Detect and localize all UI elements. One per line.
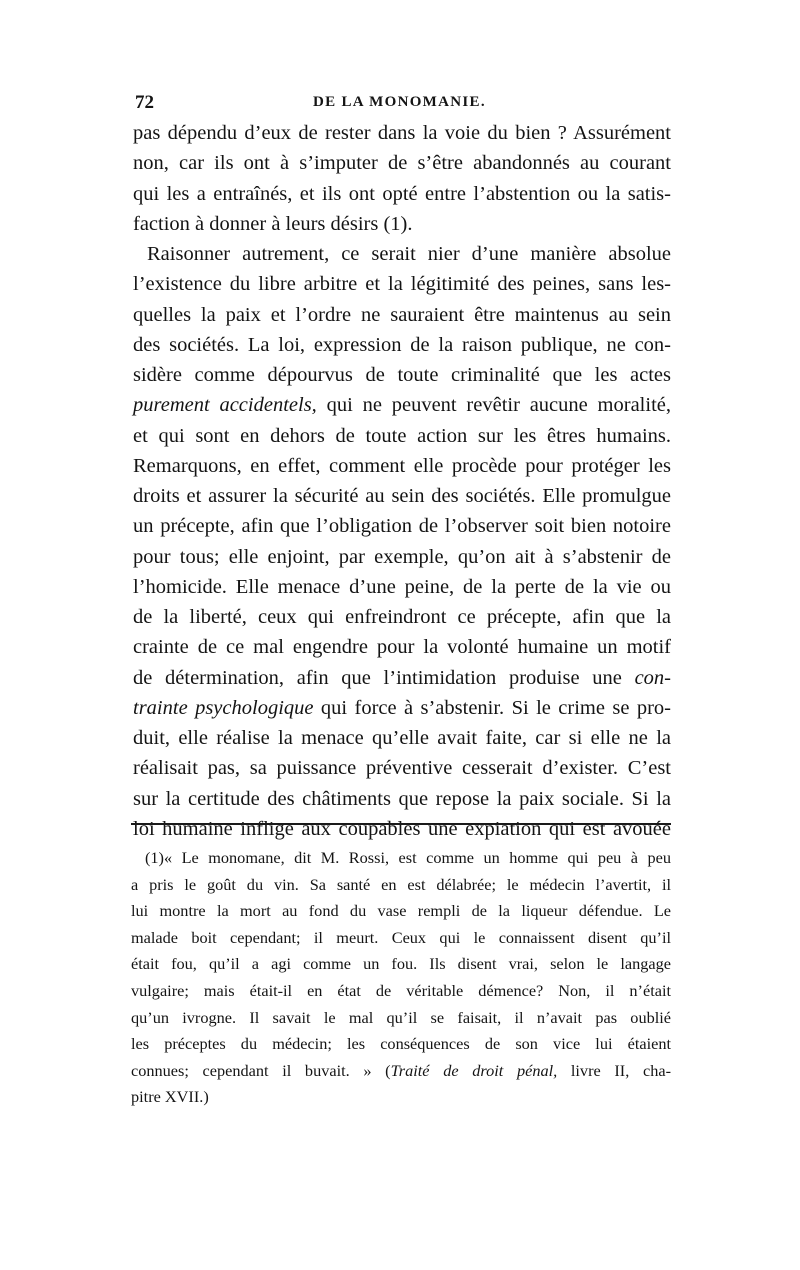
body-text: quelles la paix et l’ordre ne sauraient être maintenus au sein xyxy=(133,303,671,326)
body-text: duit, elle réalise la menace qu’elle avait faite, car si elle ne la xyxy=(133,727,671,749)
body-text: qui les a entraînés, et ils ont opté entre l’abstention ou la satis- xyxy=(133,182,671,205)
body-text: l’existence du libre arbitre et la légitimité des peines, sans les- xyxy=(133,273,671,296)
footnote-italic-text: Traité de droit pénal, xyxy=(390,1060,558,1080)
body-line xyxy=(133,693,671,723)
footnote-line xyxy=(131,925,671,952)
body-text: qui force à s’abstenir. Si le crime se pro- xyxy=(313,696,671,719)
footnote-line xyxy=(131,951,671,978)
body-line xyxy=(133,390,671,420)
body-line xyxy=(133,663,671,693)
footnote-text: qu’un ivrogne. Il savait le mal qu’il se faisait, il n’avait pas oublié xyxy=(131,1007,671,1027)
footnote-text: connues; cependant il buvait. » ( xyxy=(131,1060,391,1080)
body-italic-text: purement accidentels, xyxy=(133,394,317,417)
footnote-separator-rule xyxy=(131,823,671,825)
body-line xyxy=(133,572,671,602)
body-line xyxy=(133,269,671,299)
body-line xyxy=(133,148,671,178)
footnote-text: vulgaire; mais était-il en état de véritable démence? Non, il n’était xyxy=(131,980,671,1000)
body-line xyxy=(133,481,671,511)
footnote-text: livre II, cha- xyxy=(557,1060,671,1080)
body-text: sidère comme dépourvus de toute criminalité que les actes xyxy=(133,364,671,386)
body-line xyxy=(133,451,671,481)
footnote-line xyxy=(131,1005,671,1032)
body-text: de détermination, afin que l’intimidation produise une xyxy=(133,666,635,689)
body-text: Raisonner autrement, ce serait nier d’une manière absolue xyxy=(147,243,671,265)
body-line xyxy=(133,814,671,844)
running-title: DE LA MONOMANIE. xyxy=(313,94,486,110)
body-text: un précepte, afin que l’obligation de l’observer soit bien notoire xyxy=(133,515,671,538)
body-text: l’homicide. Elle menace d’une peine, de la perte de la vie ou xyxy=(133,575,671,598)
body-line xyxy=(133,723,671,753)
footnote-text: (1)« Le monomane, dit M. Rossi, est comme un homme qui peu à peu xyxy=(145,848,671,867)
footnote-text: a pris le goût du vin. Sa santé en est délabrée; le médecin l’avertit, il xyxy=(131,874,671,894)
body-line xyxy=(133,784,671,814)
body-text: et qui sont en dehors de toute action sur les êtres humains. xyxy=(133,424,671,447)
body-line xyxy=(133,632,671,662)
footnote-line xyxy=(131,898,671,925)
body-line xyxy=(133,511,671,541)
body-line xyxy=(133,421,671,451)
body-text: qui ne peuvent revêtir aucune moralité, xyxy=(316,394,671,417)
footnote-line xyxy=(131,845,671,872)
running-head xyxy=(135,92,670,116)
body-line xyxy=(133,239,671,269)
body-line xyxy=(133,753,671,783)
footnote-text: était fou, qu’il a agi comme un fou. Ils disent vrai, selon le langage xyxy=(131,954,671,974)
body-text: loi humaine inflige aux coupables une expiation qui est avouée xyxy=(133,817,671,840)
footnote-text: les préceptes du médecin; les conséquences de son vice lui étaient xyxy=(131,1034,671,1054)
footnote xyxy=(131,845,671,1111)
footnote-text: pitre XVII.) xyxy=(131,1087,209,1107)
page-number: 72 xyxy=(135,92,154,113)
body-line xyxy=(133,360,671,390)
body-text: pour tous; elle enjoint, par exemple, qu’on ait à s’abstenir de xyxy=(133,545,671,568)
footnote-line xyxy=(131,978,671,1005)
body-text: non, car ils ont à s’imputer de s’être abandonnés au courant xyxy=(133,152,671,175)
body-line xyxy=(133,330,671,360)
body-line xyxy=(133,300,671,330)
body-text: faction à donner à leurs désirs (1). xyxy=(133,212,413,235)
body-line xyxy=(133,179,671,209)
body-text: de la liberté, ceux qui enfreindront ce précepte, afin que la xyxy=(133,606,671,628)
body-text: Remarquons, en effet, comment elle procède pour protéger les xyxy=(133,454,671,477)
footnote-line xyxy=(131,1031,671,1058)
body-text: réalisait pas, sa puissance préventive cesserait d’exister. C’est xyxy=(133,757,671,780)
footnote-line xyxy=(131,1058,671,1085)
body-line xyxy=(133,542,671,572)
body-text: crainte de ce mal engendre pour la volonté humaine un motif xyxy=(133,636,671,659)
body-line xyxy=(133,602,671,632)
footnote-line xyxy=(131,1084,671,1111)
body-italic-text: con- xyxy=(634,666,671,689)
body-italic-text: trainte psychologique xyxy=(133,696,314,719)
body-text: des sociétés. La loi, expression de la raison publique, ne con- xyxy=(133,333,671,356)
body-line xyxy=(133,209,671,239)
footnote-text: malade boit cependant; il meurt. Ceux qui le connaissent disent qu’il xyxy=(131,927,671,947)
body-text: sur la certitude des châtiments que repose la paix sociale. Si la xyxy=(133,787,671,810)
body-text: pas dépendu d’eux de rester dans la voie du bien ? Assurément xyxy=(133,122,671,144)
body-text: droits et assurer la sécurité au sein des sociétés. Elle promulgue xyxy=(133,485,671,507)
main-text xyxy=(133,118,671,844)
footnote-text: lui montre la mort au fond du vase rempli de la liqueur défendue. Le xyxy=(131,901,671,921)
body-line xyxy=(133,118,671,148)
footnote-line xyxy=(131,872,671,899)
